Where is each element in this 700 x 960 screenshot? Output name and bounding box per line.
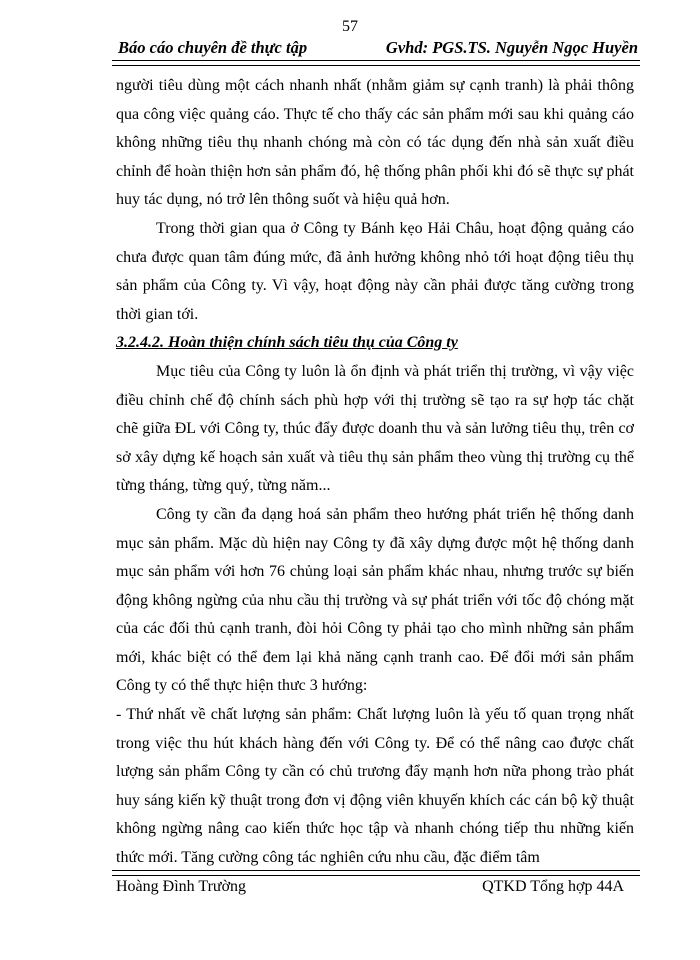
document-body: [116, 72, 634, 873]
footer-author: Hoàng Đình Trường: [116, 878, 247, 895]
page-footer: [116, 878, 624, 896]
header-supervisor: Gvhd: PGS.TS. Nguyễn Ngọc Huyền: [385, 38, 638, 57]
footer-class: QTKD Tổng hợp 44A: [482, 878, 624, 895]
bullet-product-quality: - Thứ nhất về chất lượng sản phẩm: Chất lượng luôn là yếu tố quan trọng nhất trong việc thu hút khách hàng đến với Công ty. Để có thể nâng cao được chất lượng sản phẩm Công ty cần có chủ trương đẩy mạnh hơn nữa phong trào phát huy sáng kiến kỹ thuật trong đơn vị động viên khuyến khích các cán bộ kỹ thuật không ngừng nâng cao kiến thức học tập và nhanh chóng tiếp thu những kiến thức mới. Tăng cường công tác nghiên cứu nhu cầu, đặc điểm tâm: [116, 706, 634, 867]
page-number: 57: [342, 18, 358, 35]
section-heading: 3.2.4.2. Hoàn thiện chính sách tiêu thụ của Công ty: [116, 334, 458, 352]
header-report-title: Báo cáo chuyên đề thực tập: [118, 38, 308, 57]
paragraph-advertising-hai-chau: Trong thời gian qua ở Công ty Bánh kẹo Hải Châu, hoạt động quảng cáo chưa được quan tâm đúng mức, đã ảnh hưởng không nhỏ tới hoạt động tiêu thụ sản phẩm của Công ty. Vì vậy, hoạt động này cần phải được tăng cường trong thời gian tới.: [116, 219, 634, 323]
paragraph-policy-goal: Mục tiêu của Công ty luôn là ổn định và phát triển thị trường, vì vậy việc điều chỉnh chế độ chính sách phù hợp với thị trường sẽ tạo ra sự hợp tác chặt chẽ giữa ĐL với Công ty, thúc đẩy được doanh thu và sản lưởng tiêu thụ, trên cơ sở xây dựng kế hoạch sản xuất và tiêu thụ sản phẩm theo vùng thị trường cụ thể từng tháng, từng quý, từng năm...: [116, 362, 634, 495]
page-header: [118, 38, 638, 58]
header-divider: [112, 60, 640, 66]
footer-divider: [112, 870, 640, 876]
paragraph-advertising-intro: người tiêu dùng một cách nhanh nhất (nhằm giảm sự cạnh tranh) là phải thông qua công việc quảng cáo. Thực tế cho thấy các sản phẩm mới sau khi quảng cáo không những tiêu thụ nhanh chóng mà còn có tác dụng đến nhà sản xuất điều chỉnh để hoàn thiện hơn sản phẩm đó, hệ thống phân phối khi đó sẽ thực sự phát huy tác dụng, nó trở lên thông suốt và hiệu quả hơn.: [116, 77, 634, 209]
paragraph-product-diversification: Công ty cần đa dạng hoá sản phẩm theo hướng phát triển hệ thống danh mục sản phẩm. Mặc dù hiện nay Công ty đã xây dựng được một hệ thống danh mục sản phẩm với hơn 76 chủng loại sản phẩm khác nhau, nhưng trước sự biến động không ngừng của nhu cầu thị trường và sự phát triển với tốc độ chóng mặt của các đối thủ cạnh tranh, đòi hỏi Công ty phải tạo cho mình những sản phẩm mới, khác biệt có thể đem lại khả năng cạnh tranh cao. Để đổi mới sản phẩm Công ty có thể thực hiện thưc 3 hướng:: [116, 505, 634, 695]
